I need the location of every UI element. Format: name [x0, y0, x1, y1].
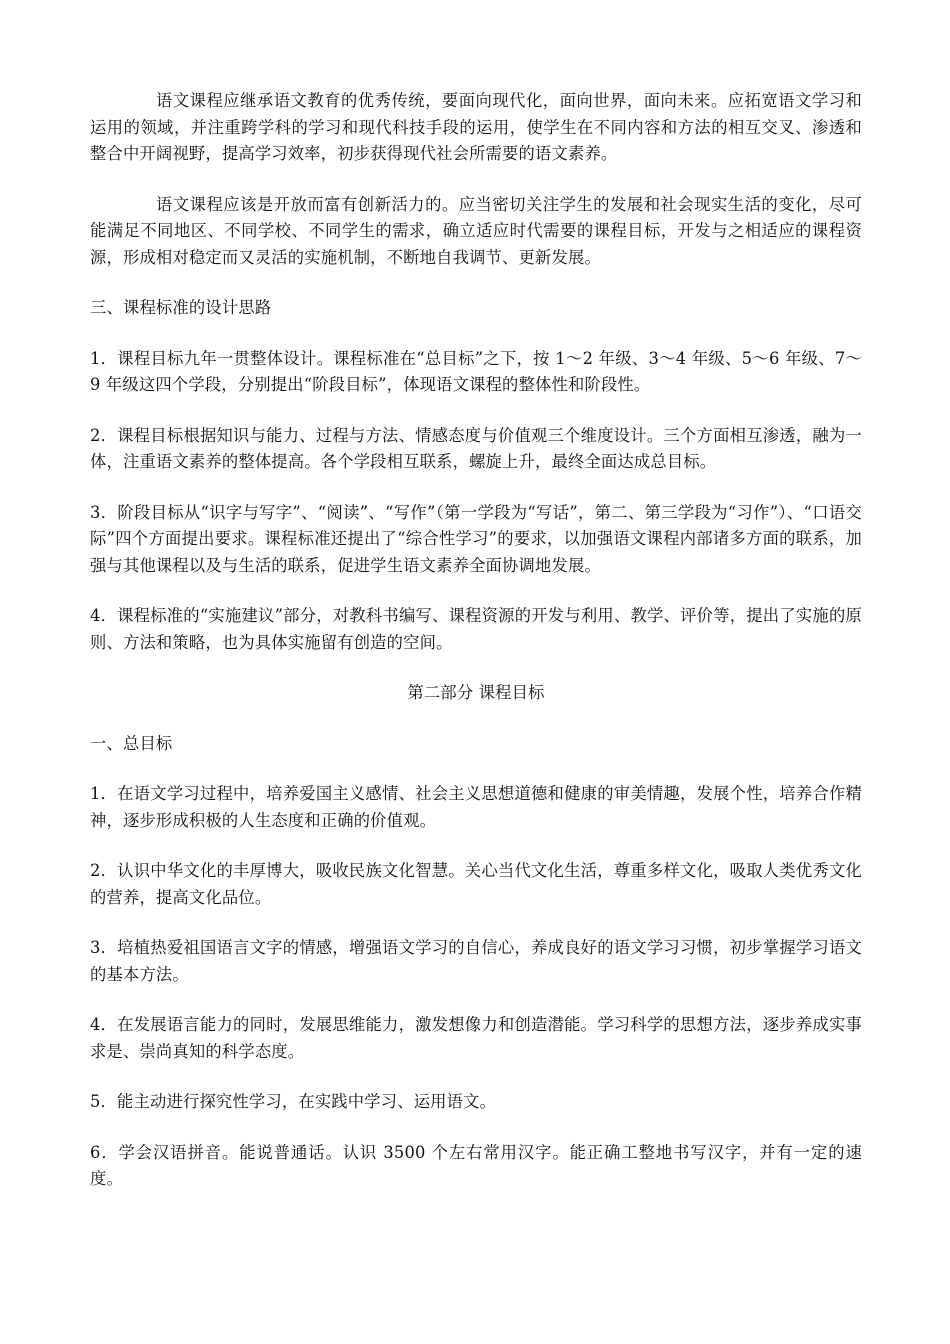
section3-item-2: 2．课程目标根据知识与能力、过程与方法、情感态度与价值观三个维度设计。三个方面相互渗透，融为一体，注重语文素养的整体提高。各个学段相互联系，螺旋上升，最终全面达成总目标。 [90, 425, 862, 471]
goal-item-1: 1．在语文学习过程中，培养爱国主义感情、社会主义思想道德和健康的审美情趣，发展个性，培养合作精神，逐步形成积极的人生态度和正确的价值观。 [90, 784, 862, 830]
section3-item-4: 4．课程标准的“实施建议”部分，对教科书编写、课程资源的开发与利用、教学、评价等，提出了实施的原则、方法和策略，也为具体实施留有创造的空间。 [90, 606, 862, 652]
goal-item-6: 6．学会汉语拼音。能说普通话。认识 3500 个左右常用汉字。能正确工整地书写汉字，并有一定的速度。 [90, 1142, 862, 1188]
goal-item-3: 3．培植热爱祖国语言文字的情感，增强语文学习的自信心，养成良好的语文学习习惯，初步掌握学习语文的基本方法。 [90, 938, 862, 984]
goal-item-5: 5．能主动进行探究性学习，在实践中学习、运用语文。 [90, 1092, 497, 1111]
section3-item-1: 1．课程目标九年一贯整体设计。课程标准在“总目标”之下，按 1～2 年级、3～4 年级、5～6 年级、7～9 年级这四个学段，分别提出“阶段目标”，体现语文课程的整体性和阶段性。 [90, 348, 862, 394]
intro-paragraph-1: 语文课程应继承语文教育的优秀传统，要面向现代化，面向世界，面向未来。应拓宽语文学习和运用的领域，并注重跨学科的学习和现代科技手段的运用，使学生在不同内容和方法的相互交叉、渗透和整合中开阔视野，提高学习效率，初步获得现代社会所需要的语文素养。 [90, 91, 862, 163]
part2-title: 第二部分 课程目标 [407, 683, 545, 702]
section3-item-3: 3．阶段目标从“识字与写字”、“阅读”、“写作”（第一学段为“写话”，第二、第三学段为“习作”）、“口语交际”四个方面提出要求。课程标准还提出了“综合性学习”的要求，以加强语文课程内部诸多方面的联系，加强与其他课程以及与生活的联系，促进学生语文素养全面协调地发展。 [90, 502, 862, 575]
goals-heading: 一、总目标 [90, 733, 173, 753]
goal-item-4: 4．在发展语言能力的同时，发展思维能力，激发想像力和创造潜能。学习科学的思想方法，逐步养成实事求是、崇尚真知的科学态度。 [90, 1015, 862, 1061]
intro-paragraph-2: 语文课程应该是开放而富有创新活力的。应当密切关注学生的发展和社会现实生活的变化，尽可能满足不同地区、不同学校、不同学生的需求，确立适应时代需要的课程目标，开发与之相适应的课程资源，形成相对稳定而又灵活的实施机制，不断地自我调节、更新发展。 [90, 194, 862, 267]
document-page [90, 88, 862, 1217]
section3-heading: 三、课程标准的设计思路 [90, 298, 272, 317]
goal-item-2: 2．认识中华文化的丰厚博大，吸收民族文化智慧。关心当代文化生活，尊重多样文化，吸取人类优秀文化的营养，提高文化品位。 [90, 861, 862, 907]
